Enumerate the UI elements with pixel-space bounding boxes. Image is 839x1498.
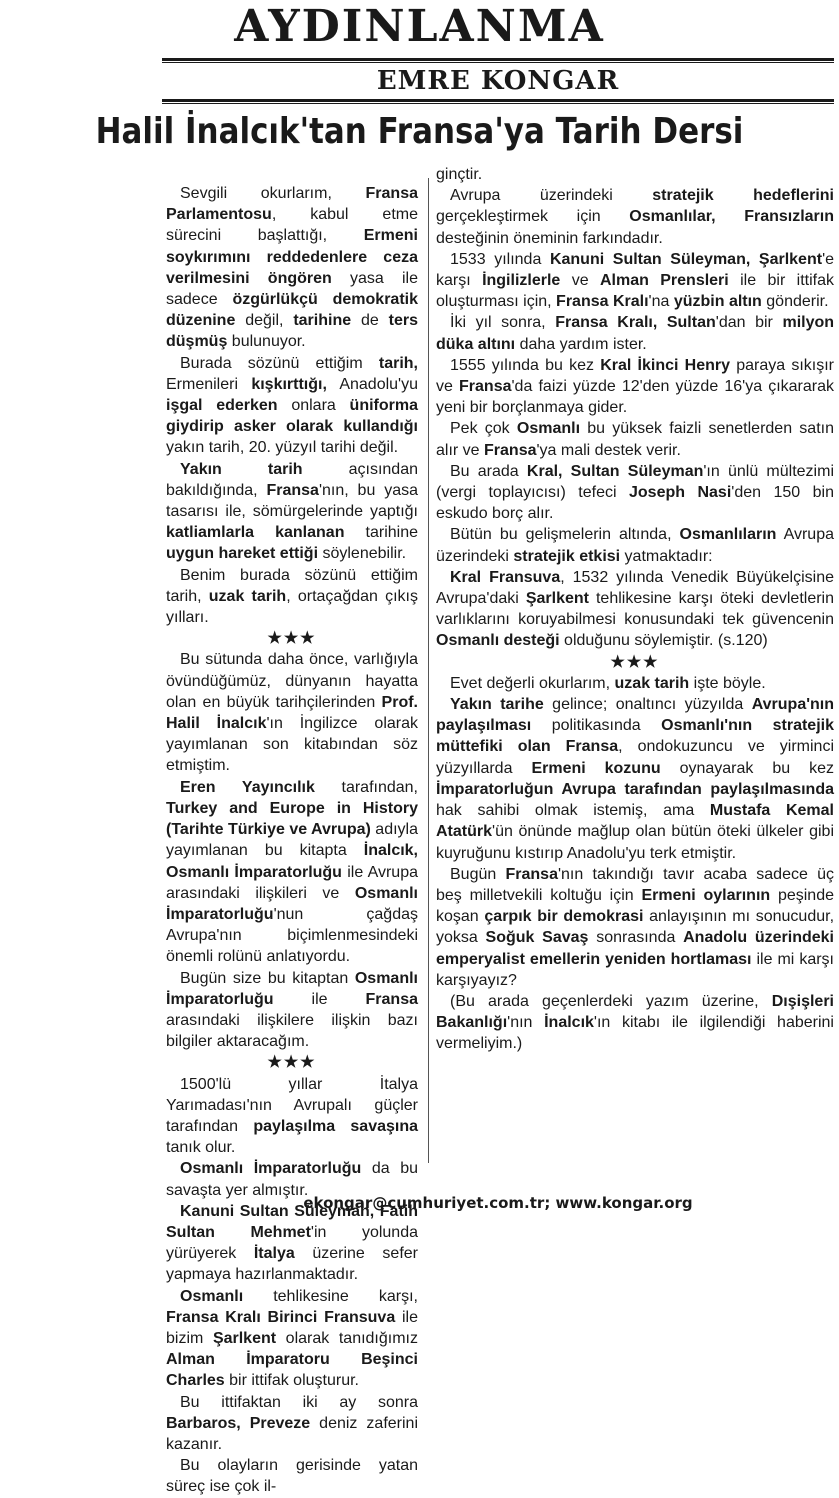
section-separator: ★★★ bbox=[610, 653, 660, 671]
article-paragraph: 1555 yılında bu kez Kral İkinci Henry paraya sıkışır ve Fransa'da faizi yüzde 12'den yüzde 16'ya çıkararak yeni bir borçlanmaya gider. bbox=[436, 356, 835, 417]
masthead: AYDINLANMA bbox=[234, 1, 605, 52]
article-paragraph: ginçtir. bbox=[436, 166, 483, 183]
article-paragraph: 1500'lü yıllar İtalya Yarımadası'nın Avrupalı güçler tarafından paylaşılma savaşına tanık olur. bbox=[166, 1075, 418, 1157]
article-paragraph: Eren Yayıncılık tarafından, Turkey and Europe in History (Tarihte Türkiye ve Avrupa) adıyla yayımlanan bu kitapta İnalcık, Osmanlı İmparatorluğu ile Avrupa arasındaki ilişkileri ve Osmanlı İmparatorluğu'nun çağdaş Avrupa'nın biçimlenmesindeki önemli rolünü anlatıyordu. bbox=[166, 778, 418, 966]
column-divider bbox=[428, 178, 429, 1163]
article-paragraph: Bugün size bu kitaptan Osmanlı İmparatorluğu ile Fransa arasındaki ilişkilere ilişkin bazı bilgiler aktaracağım. bbox=[166, 969, 418, 1051]
article-paragraph: Osmanlı İmparatorluğu da bu savaşta yer almıştır. bbox=[166, 1160, 418, 1199]
article-paragraph: Kanuni Sultan Süleyman, Fatih Sultan Mehmet'in yolunda yürüyerek İtalya üzerine sefer yapmaya hazırlanmaktadır. bbox=[166, 1202, 418, 1284]
section-separator: ★★★ bbox=[267, 630, 317, 648]
article-paragraph: Bu sütunda daha önce, varlığıyla övündüğümüz, dünyanın hayatta olan en büyük tarihçilerinden Prof. Halil İnalcık'ın İngilizce olarak yayımlanan son kitabından söz etmiştim. bbox=[166, 651, 418, 775]
article-paragraph: Osmanlı tehlikesine karşı, Fransa Kralı Birinci Fransuva ile bizim Şarlkent olarak tanıdığımız Alman İmparatoru Beşinci Charles bir ittifak oluşturur. bbox=[166, 1287, 418, 1390]
article-paragraph: Bu ittifaktan iki ay sonra Barbaros, Preveze deniz zaferini kazanır. bbox=[166, 1393, 418, 1453]
masthead-rule bbox=[162, 58, 834, 61]
article-paragraph: Yakın tarihe gelince; onaltıncı yüzyılda Avrupa'nın paylaşılması politikasında Osmanlı'nın stratejik müttefiki olan Fransa, ondokuzuncu ve yirminci yüzyıllarda Ermeni kozunu oynayarak bu kez İmparatorluğun Avrupa tarafından paylaşılmasında hak sahibi olmak istemiş, ama Mustafa Kemal Atatürk'ün önünde mağlup olan bütün öteki ülkeler gibi kuyruğunu kıstırıp Anadolu'yu terk etmiştir. bbox=[436, 696, 835, 862]
article-paragraph: Bugün Fransa'nın takındığı tavır acaba sadece üç beş milletvekili koltuğu için Ermeni oylarının peşinde koşan çarpık bir demokrasi anlayışının mı sonucudur, yoksa Soğuk Savaş sonrasında Anadolu üzerindeki emperyalist emellerin yeniden hortlaması ile mi karşı karşıyayız? bbox=[436, 865, 835, 989]
article-paragraph: Kral Fransuva, 1532 yılında Venedik Büyükelçisine Avrupa'daki Şarlkent tehlikesine karşı öteki devletlerin varlıklarını koruyabilmesi konusundaki tek güvencenin Osmanlı desteği olduğunu söylemiştir. (s.120) bbox=[436, 568, 834, 650]
article-headline: Halil İnalcık'tan Fransa'ya Tarih Dersi bbox=[95, 111, 744, 152]
article-paragraph: Evet değerli okurlarım, uzak tarih işte böyle. bbox=[450, 674, 766, 692]
author-contact: ekongar@cumhuriyet.com.tr; www.kongar.org bbox=[303, 1194, 693, 1212]
article-paragraph: Bu arada Kral, Sultan Süleyman'ın ünlü mültezimi (vergi toplayıcısı) tefeci Joseph Nasi'den 150 bin eskudo borç alır. bbox=[436, 462, 834, 523]
masthead-rule-thin bbox=[162, 62, 834, 63]
article-paragraph: Bu olayların gerisinde yatan süreç ise çok il- bbox=[166, 1457, 418, 1496]
article-paragraph: İki yıl sonra, Fransa Kralı, Sultan'dan bir milyon düka altını daha yardım ister. bbox=[436, 314, 835, 353]
article-paragraph: Benim burada sözünü ettiğim tarih, uzak tarih, ortaçağdan çıkış yılları. bbox=[166, 566, 418, 627]
author-rule bbox=[162, 99, 834, 102]
article-left-column bbox=[166, 183, 418, 1498]
author-name: EMRE KONGAR bbox=[376, 66, 620, 96]
article-paragraph: Pek çok Osmanlı bu yüksek faizli senetlerden satın alır ve Fransa'ya mali destek verir. bbox=[436, 420, 834, 459]
section-separator: ★★★ bbox=[267, 1054, 317, 1072]
article-paragraph: Yakın tarih açısından bakıldığında, Fransa'nın, bu yasa tasarısı ile, sömürgelerinde yaptığı katliamlarla kanlanan tarihine uygun hareket ettiği söylenebilir. bbox=[166, 460, 418, 563]
article-paragraph: Bütün bu gelişmelerin altında, Osmanlıların Avrupa üzerindeki stratejik etkisi yatmaktadır: bbox=[436, 526, 834, 565]
article-paragraph: (Bu arada geçenlerdeki yazım üzerine, Dışişleri Bakanlığı'nın İnalcık'ın kitabı ile ilgilendiği haberini vermeliyim.) bbox=[436, 992, 834, 1053]
article-right-column bbox=[436, 164, 834, 1055]
author-rule-thin bbox=[162, 103, 834, 104]
article-paragraph: 1533 yılında Kanuni Sultan Süleyman, Şarlkent'e karşı İngilizlerle ve Alman Prensleri ile bir ittifak oluşturması için, Fransa Kralı'na yüzbin altın gönderir. bbox=[436, 250, 835, 311]
article-paragraph: Sevgili okurlarım, Fransa Parlamentosu, kabul etme sürecini başlattığı, Ermeni soykırımını reddedenlere ceza verilmesini öngören yasa ile sadece özgürlükçü demokratik düzenine değil, tarihine de ters düşmüş bulunuyor. bbox=[166, 185, 419, 351]
article-paragraph: Burada sözünü ettiğim tarih, Ermenileri kışkırttığı, Anadolu'yu işgal ederken onlara üniforma giydirip asker olarak kullandığı yakın tarih, 20. yüzyıl tarihi değil. bbox=[166, 354, 418, 457]
article-paragraph: Avrupa üzerindeki stratejik hedeflerini gerçekleştirmek için Osmanlılar, Fransızların desteğinin öneminin farkındadır. bbox=[436, 187, 834, 247]
